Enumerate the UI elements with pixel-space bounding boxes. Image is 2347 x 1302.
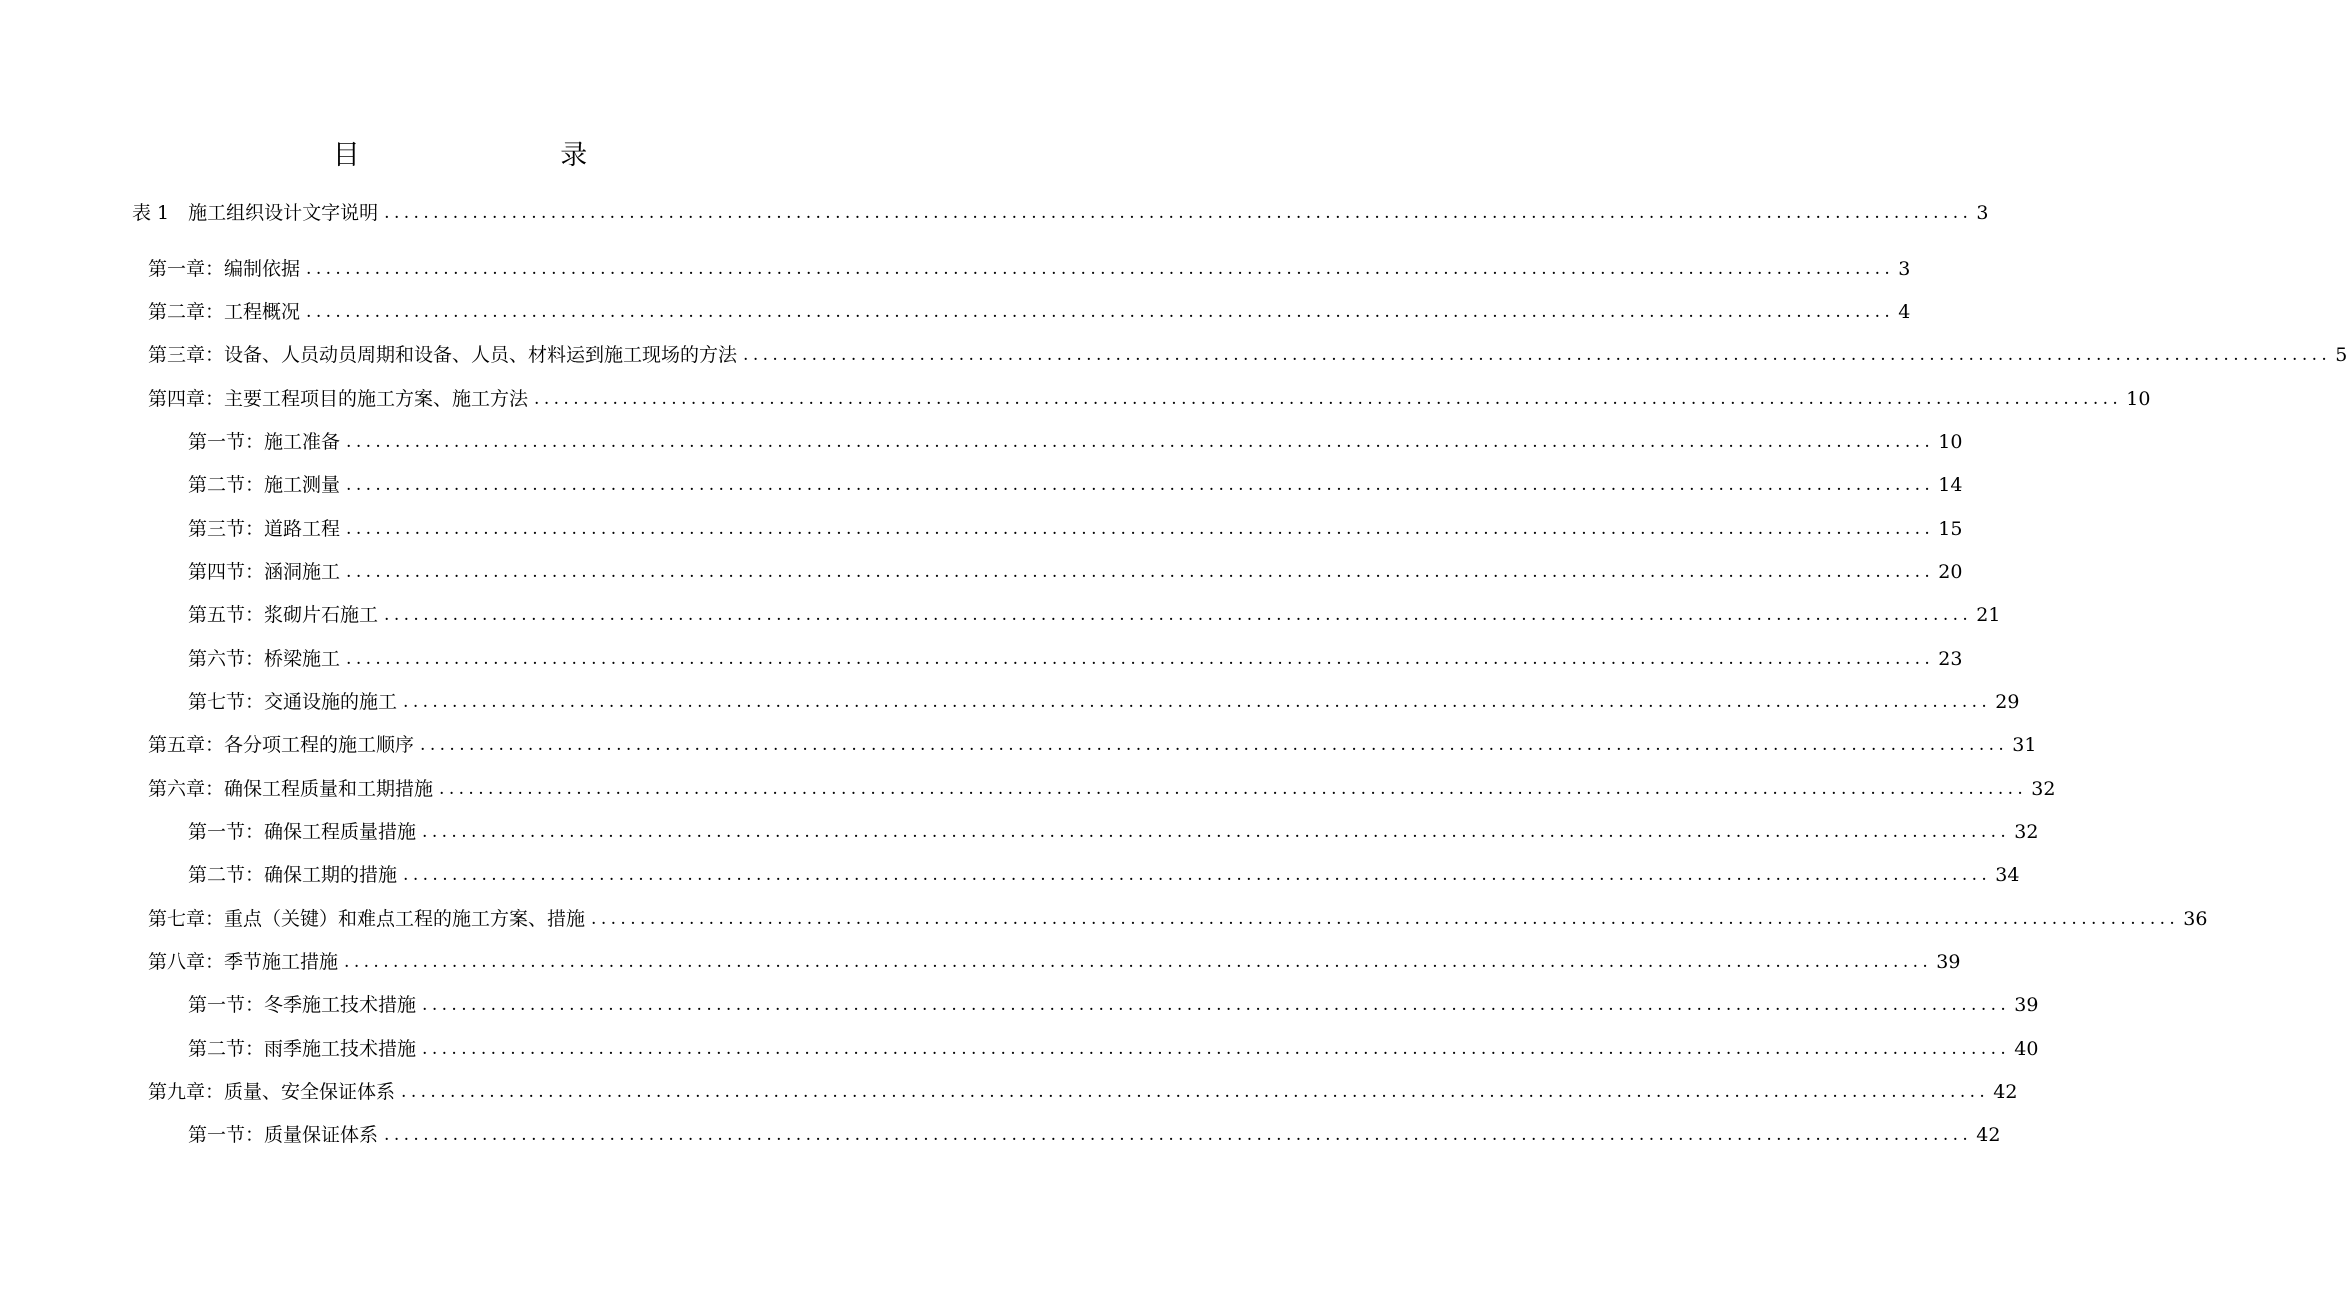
- toc-entry[interactable]: [188, 858, 2020, 888]
- toc-entry[interactable]: [132, 196, 1989, 226]
- toc-entry[interactable]: [188, 425, 1963, 455]
- toc-dot-leader: ..................................................................................................................................................................: [384, 605, 1973, 625]
- toc-entry-label: 表 1 施工组织设计文字说明: [132, 202, 379, 224]
- toc-dot-leader: ..................................................................................................................................................................: [422, 1039, 2011, 1059]
- toc-page-number: 5: [2335, 344, 2347, 366]
- toc-page-number: 23: [1938, 648, 1963, 670]
- toc-dot-leader: ..................................................................................................................................................................: [403, 692, 1992, 712]
- toc-dot-leader: ..................................................................................................................................................................: [346, 475, 1935, 495]
- toc-dot-leader: ..................................................................................................................................................................: [403, 865, 1992, 885]
- toc-entry[interactable]: [148, 382, 2151, 412]
- toc-page-number: 39: [2014, 994, 2039, 1016]
- toc-page-number: 10: [1938, 431, 1963, 453]
- toc-entry-label: 第八章：季节施工措施: [148, 951, 339, 973]
- toc-entry-label: 第二节：雨季施工技术措施: [188, 1038, 417, 1060]
- toc-entry-label: 第一节：施工准备: [188, 431, 341, 453]
- toc-dot-leader: ..................................................................................................................................................................: [534, 389, 2123, 409]
- toc-entry[interactable]: [148, 945, 1961, 975]
- toc-dot-leader: ..................................................................................................................................................................: [344, 952, 1933, 972]
- toc-entry-label: 第二节：确保工期的措施: [188, 864, 398, 886]
- toc-entry[interactable]: [188, 642, 1963, 672]
- toc-entry[interactable]: [188, 1032, 2039, 1062]
- toc-entry-label: 第二节：施工测量: [188, 474, 341, 496]
- toc-entry[interactable]: [188, 988, 2039, 1018]
- toc-page-number: 21: [1976, 604, 2001, 626]
- toc-entry-label: 第一节：冬季施工技术措施: [188, 994, 417, 1016]
- page-title: 目 录: [332, 140, 684, 171]
- toc-entry-label: 第二章：工程概况: [148, 301, 301, 323]
- toc-dot-leader: ..................................................................................................................................................................: [346, 432, 1935, 452]
- toc-dot-leader: ..................................................................................................................................................................: [346, 562, 1935, 582]
- toc-entry[interactable]: [148, 902, 2208, 932]
- toc-dot-leader: ..................................................................................................................................................................: [384, 203, 1973, 223]
- toc-entry-label: 第九章：质量、安全保证体系: [148, 1081, 396, 1103]
- toc-entry[interactable]: [188, 468, 1963, 498]
- toc-dot-leader: ..................................................................................................................................................................: [591, 909, 2180, 929]
- toc-entry[interactable]: [148, 295, 1911, 325]
- toc-dot-leader: ..................................................................................................................................................................: [306, 302, 1895, 322]
- toc-page-number: 15: [1938, 518, 1963, 540]
- toc-entry-label: 第七节：交通设施的施工: [188, 691, 398, 713]
- toc-entry-label: 第六章：确保工程质量和工期措施: [148, 778, 434, 800]
- toc-entry[interactable]: [148, 772, 2056, 802]
- toc-page-number: 20: [1938, 561, 1963, 583]
- toc-page-number: 32: [2014, 821, 2039, 843]
- toc-dot-leader: ..................................................................................................................................................................: [743, 345, 2332, 365]
- toc-entry[interactable]: [148, 338, 2347, 368]
- toc-page-number: 4: [1898, 301, 1911, 323]
- toc-dot-leader: ..................................................................................................................................................................: [420, 735, 2009, 755]
- toc-entry-label: 第一节：确保工程质量措施: [188, 821, 417, 843]
- toc-dot-leader: ..................................................................................................................................................................: [422, 822, 2011, 842]
- toc-entry-label: 第七章：重点（关键）和难点工程的施工方案、措施: [148, 908, 586, 930]
- toc-page-number: 34: [1995, 864, 2020, 886]
- toc-dot-leader: ..................................................................................................................................................................: [306, 259, 1895, 279]
- toc-entry[interactable]: [188, 512, 1963, 542]
- toc-entry-label: 第五章：各分项工程的施工顺序: [148, 734, 415, 756]
- toc-entry[interactable]: [188, 685, 2020, 715]
- toc-page-number: 31: [2012, 734, 2037, 756]
- toc-page-number: 29: [1995, 691, 2020, 713]
- toc-dot-leader: ..................................................................................................................................................................: [346, 649, 1935, 669]
- toc-entry-label: 第四章：主要工程项目的施工方案、施工方法: [148, 388, 529, 410]
- toc-entry-label: 第一节：质量保证体系: [188, 1124, 379, 1146]
- toc-entry[interactable]: [188, 815, 2039, 845]
- toc-page-number: 42: [1976, 1124, 2001, 1146]
- toc-dot-leader: ..................................................................................................................................................................: [422, 995, 2011, 1015]
- toc-entry[interactable]: [188, 1118, 2001, 1148]
- toc-page-number: 32: [2031, 778, 2056, 800]
- toc-page-number: 3: [1898, 258, 1911, 280]
- toc-page-number: 3: [1976, 202, 1989, 224]
- toc-page-number: 40: [2014, 1038, 2039, 1060]
- toc-dot-leader: ..................................................................................................................................................................: [401, 1082, 1990, 1102]
- toc-entry[interactable]: [148, 728, 2037, 758]
- toc-entry[interactable]: [148, 1075, 2018, 1105]
- toc-entry-label: 第一章：编制依据: [148, 258, 301, 280]
- toc-entry[interactable]: [148, 252, 1911, 282]
- toc-page-number: 39: [1936, 951, 1961, 973]
- toc-entry[interactable]: [188, 555, 1963, 585]
- toc-entry-label: 第四节：涵洞施工: [188, 561, 341, 583]
- toc-page-number: 10: [2126, 388, 2151, 410]
- toc-page-number: 36: [2183, 908, 2208, 930]
- toc-dot-leader: ..................................................................................................................................................................: [439, 779, 2028, 799]
- toc-dot-leader: ..................................................................................................................................................................: [346, 519, 1935, 539]
- toc-entry-label: 第六节：桥梁施工: [188, 648, 341, 670]
- toc-entry[interactable]: [188, 598, 2001, 628]
- toc-entry-label: 第三节：道路工程: [188, 518, 341, 540]
- toc-dot-leader: ..................................................................................................................................................................: [384, 1125, 1973, 1145]
- toc-page-number: 42: [1993, 1081, 2018, 1103]
- toc-page-number: 14: [1938, 474, 1963, 496]
- toc-entry-label: 第三章：设备、人员动员周期和设备、人员、材料运到施工现场的方法: [148, 344, 738, 366]
- toc-entry-label: 第五节：浆砌片石施工: [188, 604, 379, 626]
